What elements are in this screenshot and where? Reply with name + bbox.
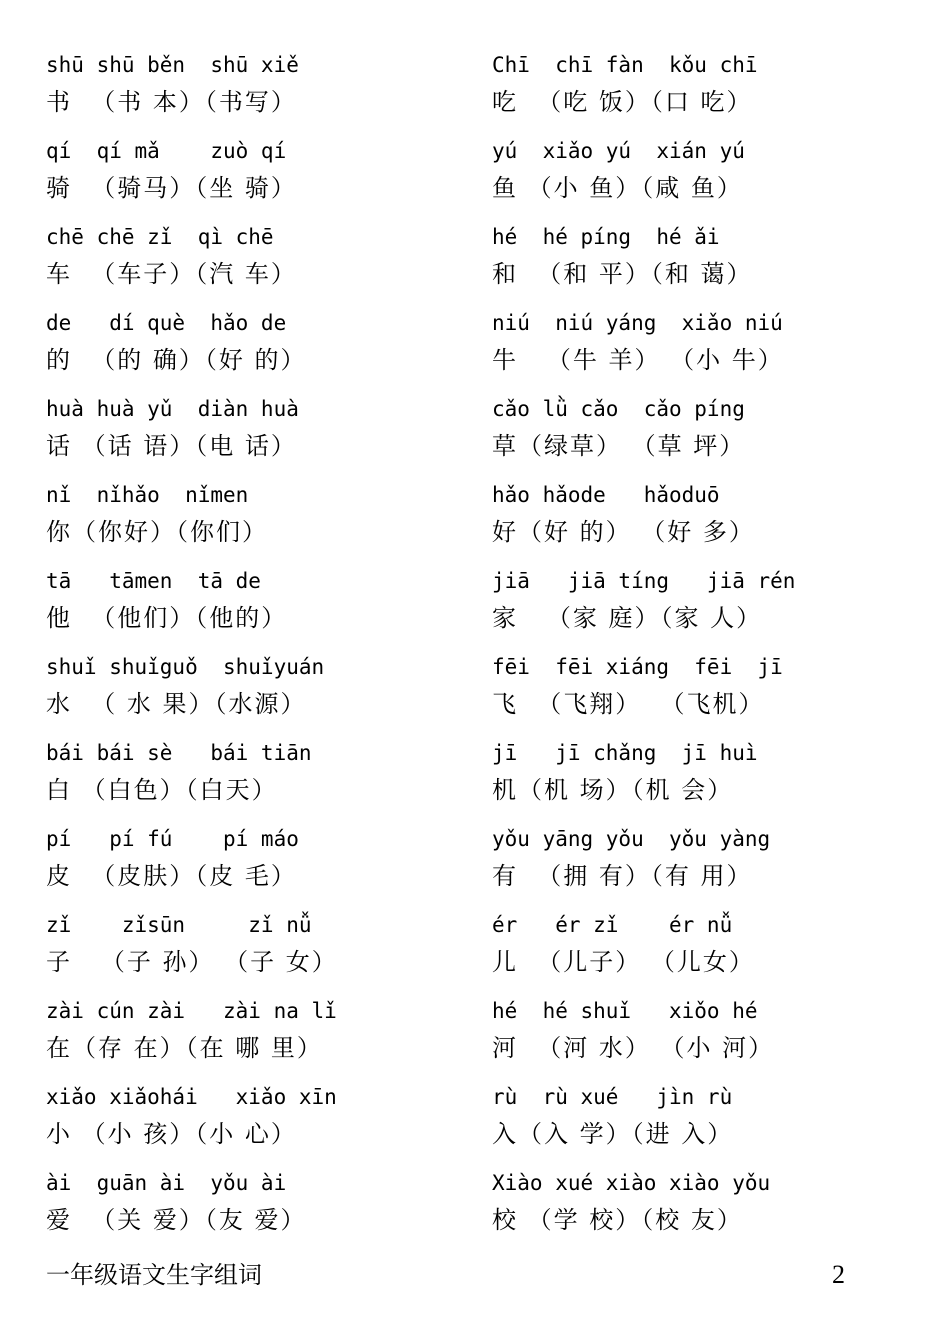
pinyin-line: tā tāmen tā de <box>46 569 261 593</box>
word-entry <box>492 478 912 564</box>
hanzi-line: 子 （子 孙） （子 女） <box>46 948 338 976</box>
hanzi-line: 白 （白色）（白天） <box>46 776 278 804</box>
pinyin-line: jiā jiā tíng jiā rén <box>492 569 796 593</box>
pinyin-line: qí qí mǎ zuò qí <box>46 139 287 163</box>
pinyin-line: nǐ nǐhǎo nǐmen <box>46 483 249 507</box>
word-entry <box>46 736 466 822</box>
word-entry <box>46 564 466 650</box>
left-word-column <box>46 48 466 1252</box>
pinyin-line: shuǐ shuǐguǒ shuǐyuán <box>46 655 325 679</box>
pinyin-line: Xiào xué xiào xiào yǒu <box>492 1171 771 1195</box>
hanzi-line: 校 （学 校）（校 友） <box>492 1206 743 1234</box>
pinyin-line: yǒu yāng yǒu yǒu yàng <box>492 827 771 851</box>
hanzi-line: 骑 （骑马）（坐 骑） <box>46 174 297 202</box>
word-entry <box>492 392 912 478</box>
pinyin-line: hé hé píng hé ǎi <box>492 225 720 249</box>
word-entry <box>46 48 466 134</box>
pinyin-line: xiǎo xiǎohái xiǎo xīn <box>46 1085 337 1109</box>
pinyin-line: ài guān ài yǒu ài <box>46 1171 287 1195</box>
word-entry <box>46 822 466 908</box>
pinyin-line: fēi fēi xiáng fēi jī <box>492 655 783 679</box>
word-entry <box>492 1080 912 1166</box>
page-number: 2 <box>832 1260 845 1289</box>
pinyin-line: jī jī chǎng jī huì <box>492 741 758 765</box>
word-entry <box>492 564 912 650</box>
word-entry <box>492 220 912 306</box>
hanzi-line: 在（存 在）（在 哪 里） <box>46 1034 323 1062</box>
hanzi-line: 机（机 场）（机 会） <box>492 776 734 804</box>
hanzi-line: 皮 （皮肤）（皮 毛） <box>46 862 297 890</box>
hanzi-line: 草（绿草） （草 坪） <box>492 432 746 460</box>
pinyin-line: shū shū běn shū xiě <box>46 53 299 77</box>
word-entry <box>46 220 466 306</box>
word-entry <box>46 306 466 392</box>
pinyin-line: Chī chī fàn kǒu chī <box>492 53 758 77</box>
word-entry <box>492 306 912 392</box>
hanzi-line: 的 （的 确）（好 的） <box>46 346 307 374</box>
word-entry <box>492 994 912 1080</box>
hanzi-line: 和 （和 平）（和 蔼） <box>492 260 753 288</box>
hanzi-line: 入（入 学）（进 入） <box>492 1120 734 1148</box>
word-entry <box>492 822 912 908</box>
hanzi-line: 家 （家 庭）（家 人） <box>492 604 763 632</box>
hanzi-line: 你（你好）（你们） <box>46 518 268 546</box>
word-entry <box>46 650 466 736</box>
hanzi-line: 小 （小 孩）（小 心） <box>46 1120 297 1148</box>
pinyin-line: huà huà yǔ diàn huà <box>46 397 299 421</box>
pinyin-line: yú xiǎo yú xián yú <box>492 139 745 163</box>
pinyin-line: chē chē zǐ qì chē <box>46 225 274 249</box>
right-word-column <box>492 48 912 1252</box>
hanzi-line: 书 （书 本）（书写） <box>46 88 297 116</box>
word-entry <box>46 908 466 994</box>
pinyin-line: pí pí fú pí máo <box>46 827 299 851</box>
hanzi-line: 儿 （儿子） （儿女） <box>492 948 755 976</box>
hanzi-line: 飞 （飞翔） （飞机） <box>492 690 765 718</box>
word-entry <box>46 134 466 220</box>
hanzi-line: 水 （ 水 果）（水源） <box>46 690 307 718</box>
word-entry <box>492 134 912 220</box>
word-entry <box>492 48 912 134</box>
pinyin-line: hé hé shuǐ xiǒo hé <box>492 999 758 1023</box>
hanzi-line: 鱼 （小 鱼）（咸 鱼） <box>492 174 743 202</box>
pinyin-line: cǎo lǜ cǎo cǎo píng <box>492 397 745 421</box>
word-entry <box>46 392 466 478</box>
pinyin-line: ér ér zǐ ér nǚ <box>492 913 733 937</box>
hanzi-line: 河 （河 水） （小 河） <box>492 1034 775 1062</box>
word-entry <box>492 1166 912 1252</box>
hanzi-line: 吃 （吃 饭）（口 吃） <box>492 88 753 116</box>
word-entry <box>46 994 466 1080</box>
hanzi-line: 好（好 的） （好 多） <box>492 518 755 546</box>
word-entry <box>46 1166 466 1252</box>
hanzi-line: 爱 （关 爱）（友 爱） <box>46 1206 307 1234</box>
word-entry <box>46 478 466 564</box>
hanzi-line: 牛 （牛 羊） （小 牛） <box>492 346 784 374</box>
hanzi-line: 话 （话 语）（电 话） <box>46 432 297 460</box>
pinyin-line: hǎo hǎode hǎoduō <box>492 483 720 507</box>
word-entry <box>46 1080 466 1166</box>
pinyin-line: rù rù xué jìn rù <box>492 1085 733 1109</box>
word-entry <box>492 650 912 736</box>
word-entry <box>492 908 912 994</box>
pinyin-line: bái bái sè bái tiān <box>46 741 312 765</box>
pinyin-line: niú niú yáng xiǎo niú <box>492 311 783 335</box>
document-footer-title: 一年级语文生字组词 <box>46 1261 262 1289</box>
word-entry <box>492 736 912 822</box>
hanzi-line: 他 （他们）（他的） <box>46 604 288 632</box>
hanzi-line: 车 （车子）（汽 车） <box>46 260 297 288</box>
pinyin-line: zài cún zài zài na lǐ <box>46 999 337 1023</box>
hanzi-line: 有 （拥 有）（有 用） <box>492 862 753 890</box>
pinyin-line: zǐ zǐsūn zǐ nǚ <box>46 913 312 937</box>
pinyin-line: de dí què hǎo de <box>46 311 287 335</box>
